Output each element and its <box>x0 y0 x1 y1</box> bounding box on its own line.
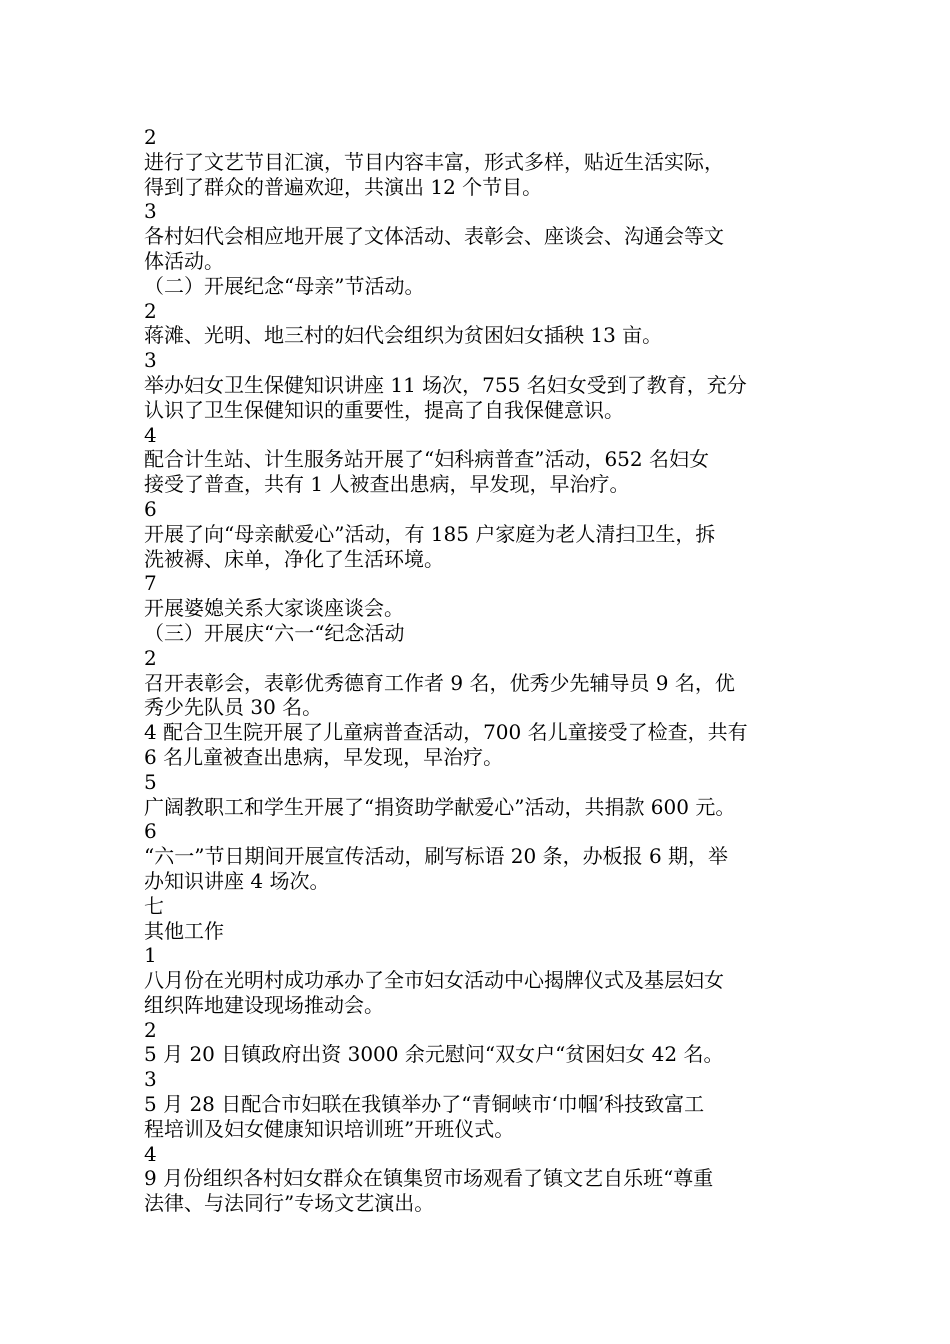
text-line: 洗被褥、床单，净化了生活环境。 <box>144 546 444 571</box>
text-line: 6 <box>144 819 157 844</box>
text-line: 办知识讲座 4 场次。 <box>144 868 330 893</box>
text-line: 召开表彰会，表彰优秀德育工作者 9 名，优秀少先辅导员 9 名，优 <box>144 670 735 695</box>
text-line: 接受了普查，共有 1 人被查出患病，早发现，早治疗。 <box>144 472 630 497</box>
text-line: 进行了文艺节目汇演，节目内容丰富，形式多样，贴近生活实际， <box>144 149 724 174</box>
section-heading: （三）开展庆“六一“纪念活动 <box>144 620 405 645</box>
text-line: 6 <box>144 496 157 521</box>
text-line: 4 配合卫生院开展了儿童病普查活动，700 名儿童接受了检查，共有 <box>144 720 748 745</box>
text-line: 9 月份组织各村妇女群众在镇集贸市场观看了镇文艺自乐班“尊重 <box>144 1166 714 1191</box>
text-line: 2 <box>144 645 157 670</box>
text-line: 3 <box>144 348 157 373</box>
text-line: 程培训及妇女健康知识培训班”开班仪式。 <box>144 1116 515 1141</box>
text-line: 组织阵地建设现场推动会。 <box>144 992 384 1017</box>
text-line: 蒋滩、光明、地三村的妇代会组织为贫困妇女插秧 13 亩。 <box>144 323 663 348</box>
text-line: 得到了群众的普遍欢迎，共演出 12 个节目。 <box>144 174 543 199</box>
text-line: 6 名儿童被查出患病，早发现，早治疗。 <box>144 744 504 769</box>
text-line: 7 <box>144 571 157 596</box>
text-line: 八月份在光明村成功承办了全市妇女活动中心揭牌仪式及基层妇女 <box>144 968 724 993</box>
text-line: 各村妇代会相应地开展了文体活动、表彰会、座谈会、沟通会等文 <box>144 224 724 249</box>
text-line: 法律、与法同行”专场文艺演出。 <box>144 1191 435 1216</box>
text-line: 秀少先队员 30 名。 <box>144 695 323 720</box>
text-line: 1 <box>144 943 157 968</box>
section-heading: 其他工作 <box>144 918 224 943</box>
text-line: 2 <box>144 125 157 149</box>
text-line: 5 <box>144 769 157 794</box>
text-line: 2 <box>144 1017 157 1042</box>
text-line: 2 <box>144 298 157 323</box>
document-body <box>144 125 809 1216</box>
text-line: 4 <box>144 422 157 447</box>
text-line: 5 月 20 日镇政府出资 3000 余元慰问“双女户“贫困妇女 42 名。 <box>144 1042 724 1067</box>
text-line: 开展婆媳关系大家谈座谈会。 <box>144 596 404 621</box>
text-line: 5 月 28 日配合市妇联在我镇举办了“青铜峡市‘巾帼’科技致富工 <box>144 1092 705 1117</box>
text-line: 配合计生站、计生服务站开展了“妇科病普查”活动，652 名妇女 <box>144 447 709 472</box>
section-heading: （二）开展纪念“母亲”节活动。 <box>144 273 425 298</box>
section-number: 七 <box>144 893 164 918</box>
text-line: 3 <box>144 1067 157 1092</box>
text-line: 开展了向“母亲献爱心”活动，有 185 户家庭为老人清扫卫生，拆 <box>144 521 716 546</box>
text-line: 广阔教职工和学生开展了“捐资助学献爱心”活动，共捐款 600 元。 <box>144 794 736 819</box>
text-line: 3 <box>144 199 157 224</box>
text-line: “六一”节日期间开展宣传活动，刷写标语 20 条，办板报 6 期，举 <box>144 844 729 869</box>
text-line: 认识了卫生保健知识的重要性，提高了自我保健意识。 <box>144 397 624 422</box>
text-line: 体活动。 <box>144 248 224 273</box>
text-line: 4 <box>144 1141 157 1166</box>
text-line: 举办妇女卫生保健知识讲座 11 场次，755 名妇女受到了教育，充分 <box>144 372 747 397</box>
